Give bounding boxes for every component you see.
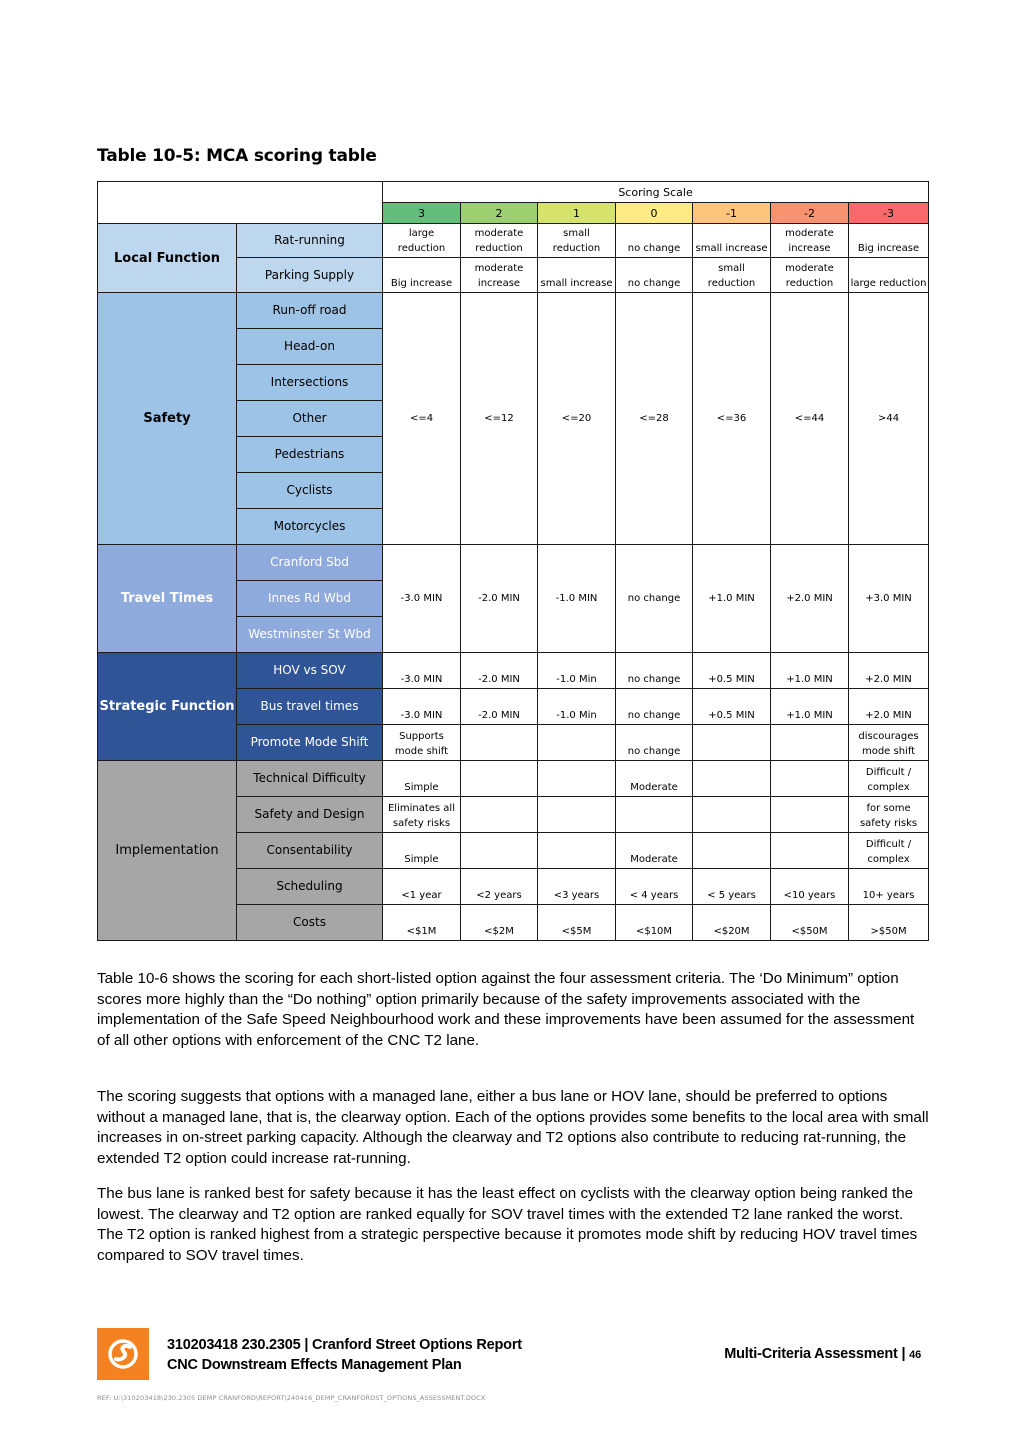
- score-header-cell: 0: [616, 203, 693, 224]
- score-value-cell: [771, 833, 849, 869]
- score-value-cell: small reduction: [538, 224, 616, 258]
- score-value-cell: -2.0 MIN: [461, 689, 538, 725]
- score-value-cell: +1.0 MIN: [771, 689, 849, 725]
- score-value-cell: moderate reduction: [461, 224, 538, 258]
- score-value-cell: -3.0 MIN: [383, 653, 461, 689]
- score-value-cell: < 5 years: [693, 869, 771, 905]
- score-value-cell: <=28: [616, 293, 693, 545]
- score-value-cell: <=36: [693, 293, 771, 545]
- score-value-cell: small increase: [538, 258, 616, 293]
- footer-line-1: 310203418 230.2305 | Cranford Street Options Report: [167, 1337, 522, 1353]
- score-header-cell: 1: [538, 203, 616, 224]
- score-value-cell: +2.0 MIN: [849, 689, 929, 725]
- category-travel-times: Travel Times: [98, 545, 237, 653]
- score-value-cell: no change: [616, 725, 693, 761]
- criterion-safety-and-design: Safety and Design: [237, 797, 383, 833]
- category-strategic-function: Strategic Function: [98, 653, 237, 761]
- score-value-cell: [693, 761, 771, 797]
- criterion-safety-sub: Run-off road: [237, 293, 383, 329]
- score-value-cell: <=4: [383, 293, 461, 545]
- score-value-cell: no change: [616, 258, 693, 293]
- score-value-cell: <1 year: [383, 869, 461, 905]
- footer-section: [724, 1346, 921, 1362]
- logo-background: [97, 1328, 149, 1380]
- footer-line-2: CNC Downstream Effects Management Plan: [167, 1357, 462, 1373]
- category-safety: Safety: [98, 293, 237, 545]
- score-value-cell: Big increase: [383, 258, 461, 293]
- criterion-consentability: Consentability: [237, 833, 383, 869]
- criterion-travel-sub: Westminster St Wbd: [237, 617, 383, 653]
- score-value-cell: -3.0 MIN: [383, 689, 461, 725]
- score-value-cell: <$10M: [616, 905, 693, 941]
- score-header-cell: 2: [461, 203, 538, 224]
- score-value-cell: <3 years: [538, 869, 616, 905]
- criterion-hov-vs-sov: HOV vs SOV: [237, 653, 383, 689]
- score-value-cell: large reduction: [383, 224, 461, 258]
- criterion-promote-mode-shift: Promote Mode Shift: [237, 725, 383, 761]
- score-value-cell: [461, 797, 538, 833]
- footer-report-title: [167, 1335, 522, 1375]
- score-value-cell: [461, 833, 538, 869]
- score-value-cell: Moderate: [616, 833, 693, 869]
- score-value-cell: >$50M: [849, 905, 929, 941]
- score-header-cell: -2: [771, 203, 849, 224]
- score-value-cell: [616, 797, 693, 833]
- score-value-cell: Big increase: [849, 224, 929, 258]
- score-value-cell: +0.5 MIN: [693, 653, 771, 689]
- page-number: 46: [909, 1349, 921, 1361]
- score-value-cell: -1.0 Min: [538, 689, 616, 725]
- score-value-cell: moderate increase: [771, 224, 849, 258]
- score-value-cell: <$20M: [693, 905, 771, 941]
- score-value-cell: -3.0 MIN: [383, 545, 461, 653]
- criterion-scheduling: Scheduling: [237, 869, 383, 905]
- score-header-cell: 3: [383, 203, 461, 224]
- criterion-safety-sub: Head-on: [237, 329, 383, 365]
- score-value-cell: [538, 725, 616, 761]
- score-value-cell: <$1M: [383, 905, 461, 941]
- score-value-cell: < 4 years: [616, 869, 693, 905]
- score-value-cell: -2.0 MIN: [461, 545, 538, 653]
- score-value-cell: +1.0 MIN: [771, 653, 849, 689]
- score-value-cell: no change: [616, 689, 693, 725]
- score-value-cell: large reduction: [849, 258, 929, 293]
- score-value-cell: Difficult / complex: [849, 833, 929, 869]
- score-value-cell: <2 years: [461, 869, 538, 905]
- score-value-cell: discourages mode shift: [849, 725, 929, 761]
- score-value-cell: +0.5 MIN: [693, 689, 771, 725]
- criterion-rat-running: Rat-running: [237, 224, 383, 258]
- score-value-cell: [538, 833, 616, 869]
- score-value-cell: <=44: [771, 293, 849, 545]
- score-value-cell: [693, 833, 771, 869]
- paragraph-1: Table 10-6 shows the scoring for each short-listed option against the four assessment criteria. The ‘Do Minimum” option scores more highly than the “Do nothing” option primarily because of the safety improvements associated with the implementation of the Safe Speed Neighbourhood work and these improvements have been assumed for the assessment of all other options with enforcement of the CNC T2 lane.: [97, 970, 915, 1049]
- criterion-safety-sub: Pedestrians: [237, 437, 383, 473]
- criterion-technical-difficulty: Technical Difficulty: [237, 761, 383, 797]
- score-value-cell: Supports mode shift: [383, 725, 461, 761]
- table-row: [98, 224, 929, 258]
- table-body: [98, 182, 929, 941]
- score-value-cell: <$5M: [538, 905, 616, 941]
- score-value-cell: [538, 797, 616, 833]
- table-row: [98, 653, 929, 689]
- score-value-cell: +3.0 MIN: [849, 545, 929, 653]
- table-row: [98, 761, 929, 797]
- score-value-cell: +2.0 MIN: [849, 653, 929, 689]
- score-value-cell: Simple: [383, 833, 461, 869]
- score-value-cell: +1.0 MIN: [693, 545, 771, 653]
- score-value-cell: <$2M: [461, 905, 538, 941]
- score-value-cell: Eliminates all safety risks: [383, 797, 461, 833]
- score-value-cell: <10 years: [771, 869, 849, 905]
- criterion-travel-sub: Cranford Sbd: [237, 545, 383, 581]
- file-reference: REF: U:\310203418\230.2305 DEMP CRANFORD\REPORT\240416_DEMP_CRANFORDST_OPTIONS_ASSESSMENT.DOCX: [97, 1394, 486, 1402]
- company-logo-icon: [97, 1328, 149, 1380]
- score-value-cell: Simple: [383, 761, 461, 797]
- criterion-safety-sub: Intersections: [237, 365, 383, 401]
- score-value-cell: for some safety risks: [849, 797, 929, 833]
- table-row: [98, 293, 929, 329]
- score-header-cell: -3: [849, 203, 929, 224]
- score-value-cell: Moderate: [616, 761, 693, 797]
- score-value-cell: Difficult / complex: [849, 761, 929, 797]
- category-implementation: Implementation: [98, 761, 237, 941]
- criterion-safety-sub: Other: [237, 401, 383, 437]
- score-value-cell: <$50M: [771, 905, 849, 941]
- score-value-cell: +2.0 MIN: [771, 545, 849, 653]
- score-value-cell: [771, 761, 849, 797]
- score-value-cell: [461, 761, 538, 797]
- scale-title-row: [98, 182, 929, 203]
- score-value-cell: [693, 725, 771, 761]
- criterion-travel-sub: Innes Rd Wbd: [237, 581, 383, 617]
- criterion-safety-sub: Cyclists: [237, 473, 383, 509]
- score-value-cell: <=20: [538, 293, 616, 545]
- score-value-cell: [693, 797, 771, 833]
- score-value-cell: >44: [849, 293, 929, 545]
- score-value-cell: small increase: [693, 224, 771, 258]
- score-value-cell: [771, 725, 849, 761]
- score-value-cell: no change: [616, 545, 693, 653]
- criterion-bus-travel-times: Bus travel times: [237, 689, 383, 725]
- score-value-cell: -1.0 MIN: [538, 545, 616, 653]
- score-value-cell: moderate reduction: [771, 258, 849, 293]
- score-header-cell: -1: [693, 203, 771, 224]
- scoring-scale-title: Scoring Scale: [383, 182, 929, 203]
- category-local-function: Local Function: [98, 224, 237, 293]
- score-value-cell: 10+ years: [849, 869, 929, 905]
- score-value-cell: no change: [616, 224, 693, 258]
- paragraph-2: The scoring suggests that options with a managed lane, either a bus lane or HOV lane, should be preferred to options without a managed lane, that is, the clearway option. Each of the options provides some benefits to the local area with small increases in on-street parking capacity. Although the clearway and T2 options also contribute to reducing rat-running, the extended T2 option could increase rat-running.: [97, 1088, 929, 1167]
- criterion-safety-sub: Motorcycles: [237, 509, 383, 545]
- criterion-costs: Costs: [237, 905, 383, 941]
- score-value-cell: [461, 725, 538, 761]
- paragraph-3: The bus lane is ranked best for safety because it has the least effect on cyclists with the clearway option being ranked the lowest. The clearway and T2 option are ranked equally for SOV travel times with the extended T2 lane ranked the worst. The T2 option is ranked highest from a strategic perspective because it promotes mode shift by reducing HOV travel times compared to SOV travel times.: [97, 1185, 918, 1264]
- score-value-cell: -1.0 Min: [538, 653, 616, 689]
- criterion-parking-supply: Parking Supply: [237, 258, 383, 293]
- score-value-cell: [538, 761, 616, 797]
- score-value-cell: -2.0 MIN: [461, 653, 538, 689]
- score-value-cell: <=12: [461, 293, 538, 545]
- score-value-cell: small reduction: [693, 258, 771, 293]
- table-caption: Table 10-5: MCA scoring table: [97, 146, 377, 166]
- footer-section-label: Multi-Criteria Assessment |: [724, 1346, 906, 1362]
- mca-scoring-table: [97, 181, 929, 941]
- blank-corner-cell: [98, 182, 383, 224]
- score-value-cell: moderate increase: [461, 258, 538, 293]
- score-value-cell: no change: [616, 653, 693, 689]
- table-row: [98, 545, 929, 581]
- score-value-cell: [771, 797, 849, 833]
